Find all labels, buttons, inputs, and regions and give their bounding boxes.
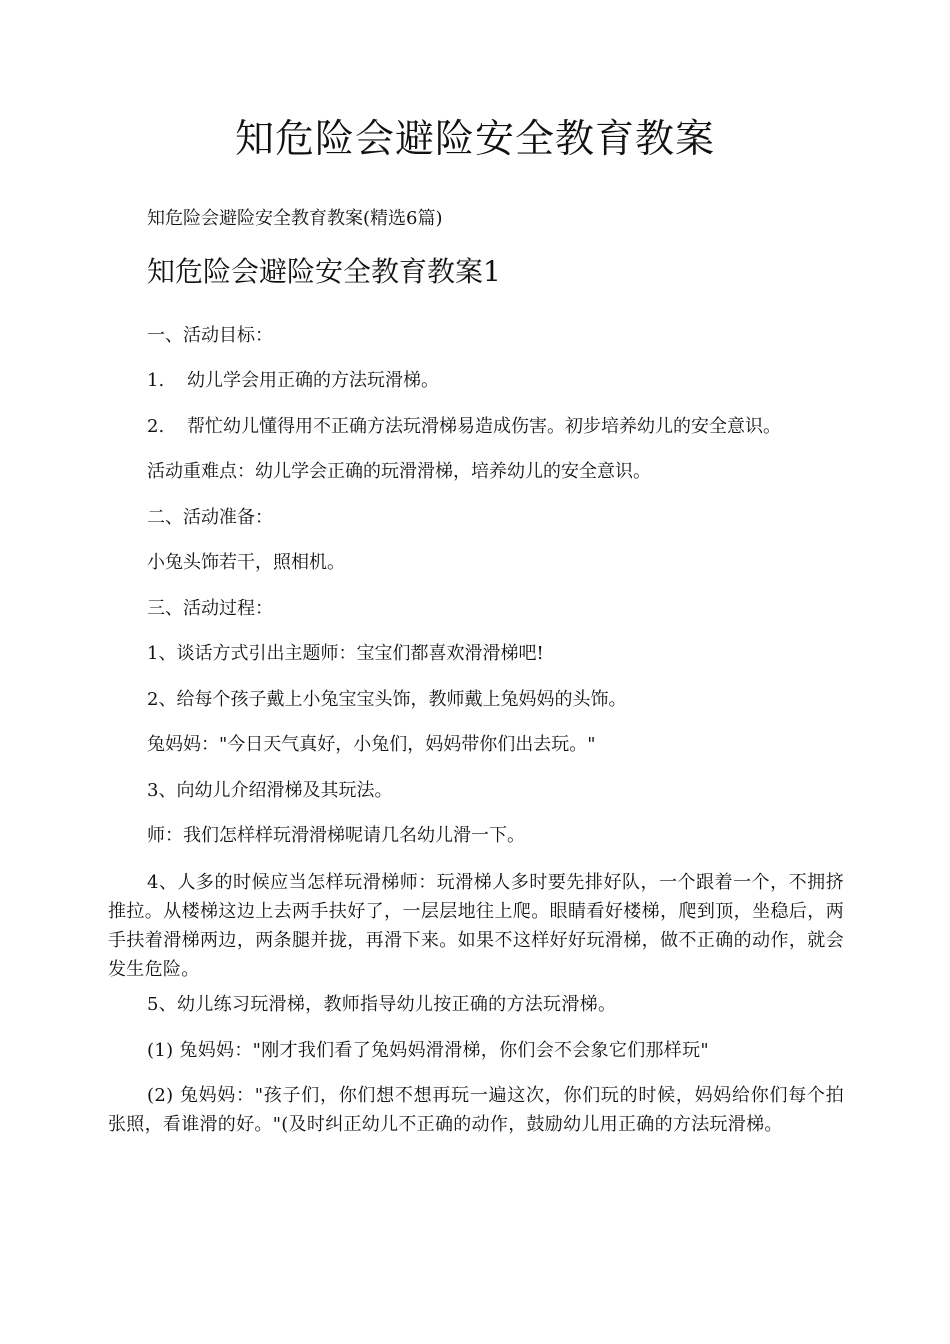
process-step-5: 5、幼儿练习玩滑梯，教师指导幼儿按正确的方法玩滑梯。	[147, 994, 617, 1015]
process-step-4: 4、人多的时候应当怎样玩滑梯师：玩滑梯人多时要先排好队，一个跟着一个，不拥挤推拉。从楼梯这边上去两手扶好了，一层层地往上爬。眼睛看好楼梯，爬到顶，坐稳后，两手扶着滑梯两边，两条腿并拢，再滑下来。如果不这样好好玩滑梯，做不正确的动作，就会发生危险。	[108, 872, 844, 980]
rabbit-mom-quote: 兔妈妈："今日天气真好，小兔们，妈妈带你们出去玩。"	[147, 734, 596, 755]
goal-2-number: 2.	[147, 416, 165, 437]
goal-item-2	[147, 413, 781, 441]
document-subtitle: 知危险会避险安全教育教案(精选6篇)	[147, 208, 443, 229]
process-heading: 三、活动过程：	[147, 598, 273, 619]
process-step-3: 3、向幼儿介绍滑梯及其玩法。	[147, 780, 393, 801]
document-title: 知危险会避险安全教育教案	[234, 117, 715, 162]
goal-2-text: 帮忙幼儿懂得用不正确方法玩滑梯易造成伤害。初步培养幼儿的安全意识。	[187, 416, 781, 437]
process-step-2: 2、给每个孩子戴上小兔宝宝头饰，教师戴上兔妈妈的头饰。	[147, 689, 627, 710]
process-step-1: 1、谈话方式引出主题师：宝宝们都喜欢滑滑梯吧!	[147, 643, 544, 664]
key-points: 活动重难点：幼儿学会正确的玩滑滑梯，培养幼儿的安全意识。	[147, 461, 651, 482]
goal-1-number: 1.	[147, 370, 165, 391]
sub-step-2: (2) 兔妈妈："孩子们，你们想不想再玩一遍这次，你们玩的时候，妈妈给你们每个拍张照，看谁滑的好。"(及时纠正幼儿不正确的动作，鼓励幼儿用正确的方法玩滑梯。	[108, 1085, 844, 1135]
goals-heading: 一、活动目标：	[147, 325, 273, 346]
goal-1-text: 幼儿学会用正确的方法玩滑梯。	[187, 370, 439, 391]
prep-items: 小兔头饰若干，照相机。	[147, 552, 345, 573]
section-heading: 知危险会避险安全教育教案1	[147, 255, 501, 288]
teacher-question: 师：我们怎样样玩滑滑梯呢请几名幼儿滑一下。	[147, 825, 525, 846]
goal-item-1	[147, 367, 439, 395]
sub-step-1: (1) 兔妈妈："刚才我们看了兔妈妈滑滑梯，你们会不会象它们那样玩"	[147, 1040, 709, 1061]
prep-heading: 二、活动准备：	[147, 507, 273, 528]
